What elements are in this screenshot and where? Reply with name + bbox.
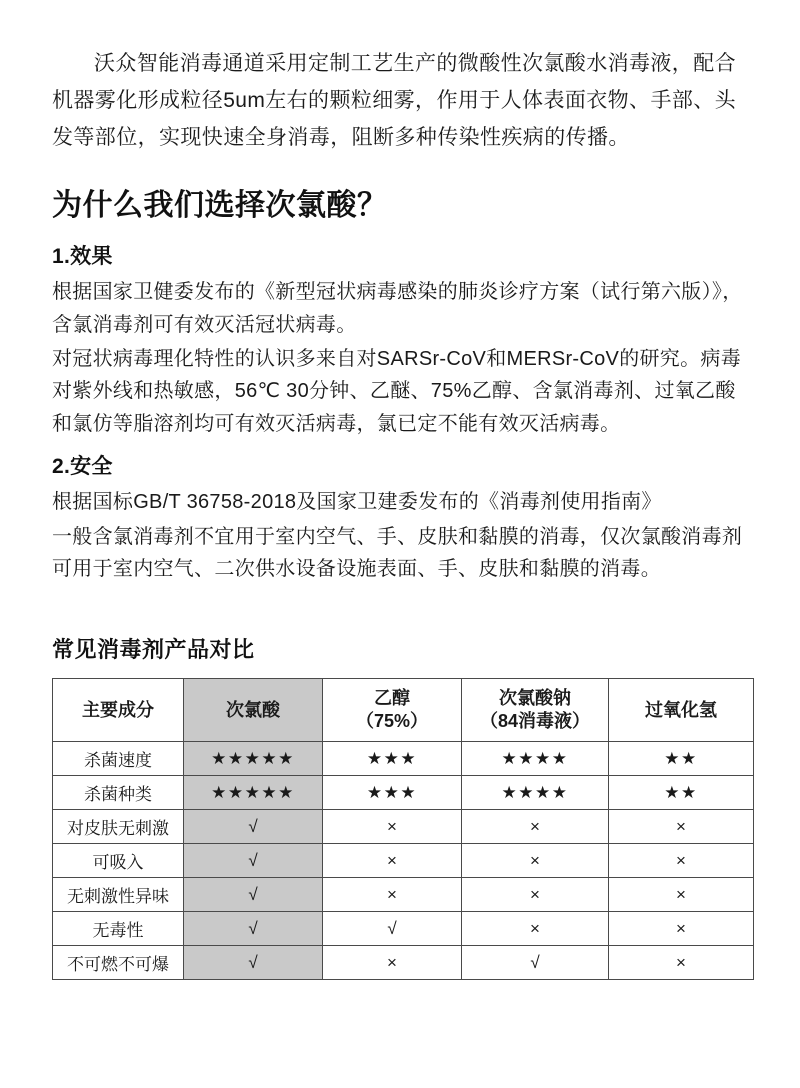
table-row <box>53 844 754 878</box>
cell-hydrogen-peroxide: ★★ <box>609 742 754 776</box>
safety-paragraph-2: 一般含氯消毒剂不宜用于室内空气、手、皮肤和黏膜的消毒，仅次氯酸消毒剂可用于室内空气、二次供水设备设施表面、手、皮肤和黏膜的消毒。 <box>52 525 743 580</box>
table-row <box>53 776 754 810</box>
row-label: 不可燃不可爆 <box>53 946 184 980</box>
table-header-row <box>53 679 754 742</box>
table-header-ethanol <box>323 679 462 742</box>
cell-hydrogen-peroxide: ★★ <box>609 776 754 810</box>
table-header-sodium-hypochlorite-line2: （84消毒液） <box>479 711 591 732</box>
cell-hypochlorous-acid: √ <box>184 810 323 844</box>
effect-paragraph-2: 对冠状病毒理化特性的认识多来自对SARSr-CoV和MERSr-CoV的研究。病毒对紫外线和热敏感，56℃ 30分钟、乙醚、75%乙醇、含氯消毒剂、过氧乙酸和氯仿等脂溶剂均可有效灭活病毒，氯已定不能有效灭活病毒。 <box>52 348 741 435</box>
cell-ethanol: ★★★ <box>323 776 462 810</box>
cell-hydrogen-peroxide: × <box>609 810 754 844</box>
table-header <box>53 679 754 742</box>
cell-hypochlorous-acid: √ <box>184 878 323 912</box>
cell-hypochlorous-acid: √ <box>184 946 323 980</box>
cell-ethanol: √ <box>323 912 462 946</box>
row-label: 杀菌速度 <box>53 742 184 776</box>
table-header-hydrogen-peroxide: 过氧化氢 <box>609 679 754 742</box>
table-row <box>53 742 754 776</box>
table-header-ingredient: 主要成分 <box>53 679 184 742</box>
cell-sodium-hypochlorite: × <box>462 844 609 878</box>
row-label: 杀菌种类 <box>53 776 184 810</box>
safety-heading: 2.安全 <box>52 455 113 479</box>
table-row <box>53 912 754 946</box>
table-header-hypochlorous-acid: 次氯酸 <box>184 679 323 742</box>
intro-paragraph: 沃众智能消毒通道采用定制工艺生产的微酸性次氯酸水消毒液，配合机器雾化形成粒径5um左右的颗粒细雾，作用于人体表面衣物、手部、头发等部位，实现快速全身消毒，阻断多种传染性疾病的传播。 <box>52 52 737 149</box>
cell-hypochlorous-acid: ★★★★★ <box>184 776 323 810</box>
effect-heading: 1.效果 <box>52 245 113 269</box>
effect-paragraph-1: 根据国家卫健委发布的《新型冠状病毒感染的肺炎诊疗方案（试行第六版）》，含氯消毒剂可有效灭活冠状病毒。 <box>52 281 743 336</box>
cell-ethanol: × <box>323 844 462 878</box>
cell-ethanol: × <box>323 810 462 844</box>
table-header-ethanol-line1: 乙醇 <box>374 688 410 709</box>
cell-sodium-hypochlorite: √ <box>462 946 609 980</box>
cell-hypochlorous-acid: √ <box>184 912 323 946</box>
cell-hypochlorous-acid: √ <box>184 844 323 878</box>
cell-hydrogen-peroxide: × <box>609 912 754 946</box>
table-row <box>53 946 754 980</box>
table-body <box>53 742 754 980</box>
cell-ethanol: × <box>323 878 462 912</box>
cell-sodium-hypochlorite: × <box>462 912 609 946</box>
table-header-sodium-hypochlorite <box>462 679 609 742</box>
table-header-sodium-hypochlorite-line1: 次氯酸钠 <box>499 688 571 709</box>
cell-ethanol: ★★★ <box>323 742 462 776</box>
cell-ethanol: × <box>323 946 462 980</box>
table-row <box>53 878 754 912</box>
row-label: 可吸入 <box>53 844 184 878</box>
cell-hydrogen-peroxide: × <box>609 844 754 878</box>
cell-sodium-hypochlorite: × <box>462 810 609 844</box>
table-header-ethanol-line2: （75%） <box>355 711 429 732</box>
page-title: 为什么我们选择次氯酸？ <box>52 189 388 223</box>
cell-sodium-hypochlorite: ★★★★ <box>462 742 609 776</box>
cell-hydrogen-peroxide: × <box>609 946 754 980</box>
cell-sodium-hypochlorite: × <box>462 878 609 912</box>
row-label: 无刺激性异味 <box>53 878 184 912</box>
row-label: 无毒性 <box>53 912 184 946</box>
table-row <box>53 810 754 844</box>
comparison-table <box>52 678 754 980</box>
cell-sodium-hypochlorite: ★★★★ <box>462 776 609 810</box>
cell-hydrogen-peroxide: × <box>609 878 754 912</box>
row-label: 对皮肤无刺激 <box>53 810 184 844</box>
safety-paragraph-1: 根据国标GB/T 36758-2018及国家卫建委发布的《消毒剂使用指南》 <box>52 491 662 514</box>
comparison-table-title: 常见消毒剂产品对比 <box>52 637 255 663</box>
cell-hypochlorous-acid: ★★★★★ <box>184 742 323 776</box>
